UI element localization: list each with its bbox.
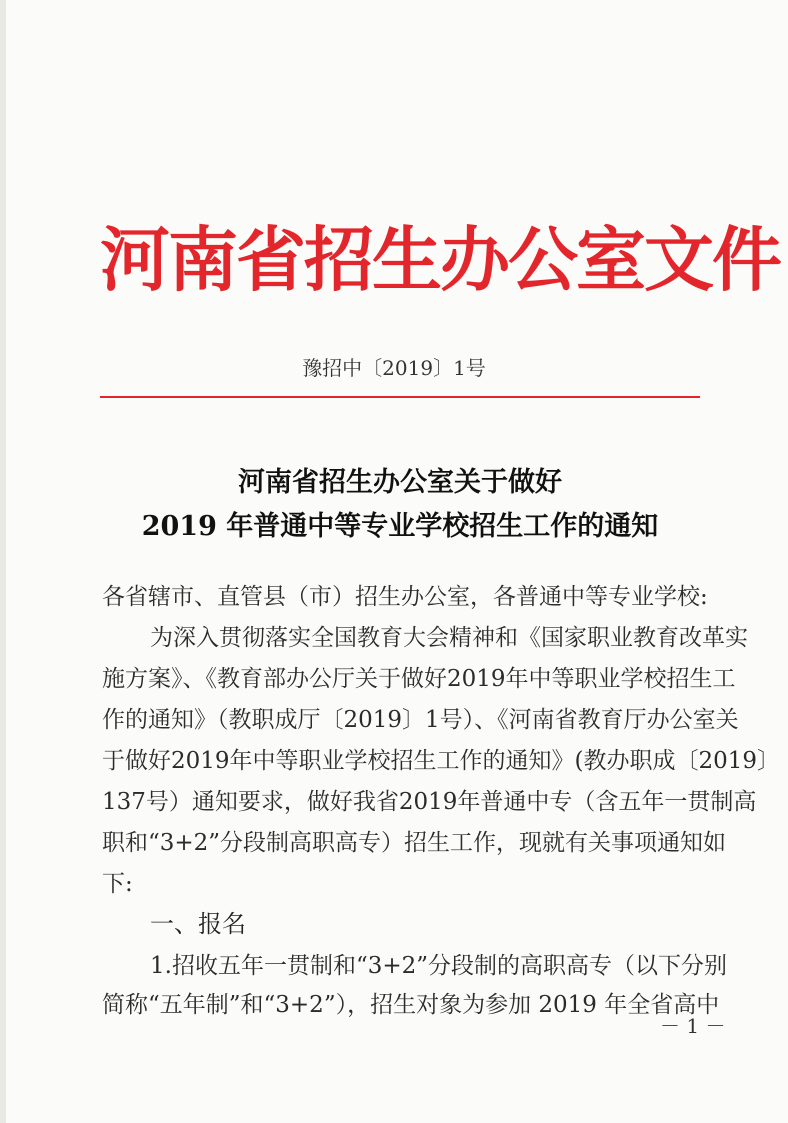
body-line: 为深入贯彻落实全国教育大会精神和《国家职业教育改革实 (150, 625, 748, 651)
scan-edge (0, 0, 6, 1123)
body-line: 简称“五年制”和“3+2”），招生对象为参加 2019 年全省高中 (102, 992, 720, 1018)
body-line: 下: (102, 871, 133, 897)
body-line: 施方案》、《教育部办公厅关于做好2019年中等职业学校招生工 (102, 666, 736, 692)
body-line: 137号）通知要求，做好我省2019年普通中专（含五年一贯制高 (102, 789, 757, 815)
body-line: 1.招收五年一贯制和“3+2”分段制的高职高专（以下分别 (150, 953, 727, 979)
body-line: 职和“3+2”分段制高职高专）招生工作，现就有关事项通知如 (102, 830, 727, 856)
body-line: 于做好2019年中等职业学校招生工作的通知》(教办职成〔2019〕 (102, 748, 781, 774)
body-line: 作的通知》（教职成厅〔2019〕1号）、《河南省教育厅办公室关 (102, 707, 739, 733)
page-number: － 1 － (660, 1014, 726, 1038)
section-heading: 一、报名 (150, 910, 246, 938)
addressee: 各省辖市、直管县（市）招生办公室，各普通中等专业学校: (102, 584, 708, 610)
masthead: 河南省招生办公室文件 (100, 218, 780, 301)
red-divider (100, 396, 700, 398)
title-line-1: 河南省招生办公室关于做好 (238, 467, 562, 498)
document-number: 豫招中〔2019〕1号 (302, 356, 486, 380)
title-line-2: 2019 年普通中等专业学校招生工作的通知 (141, 511, 659, 542)
